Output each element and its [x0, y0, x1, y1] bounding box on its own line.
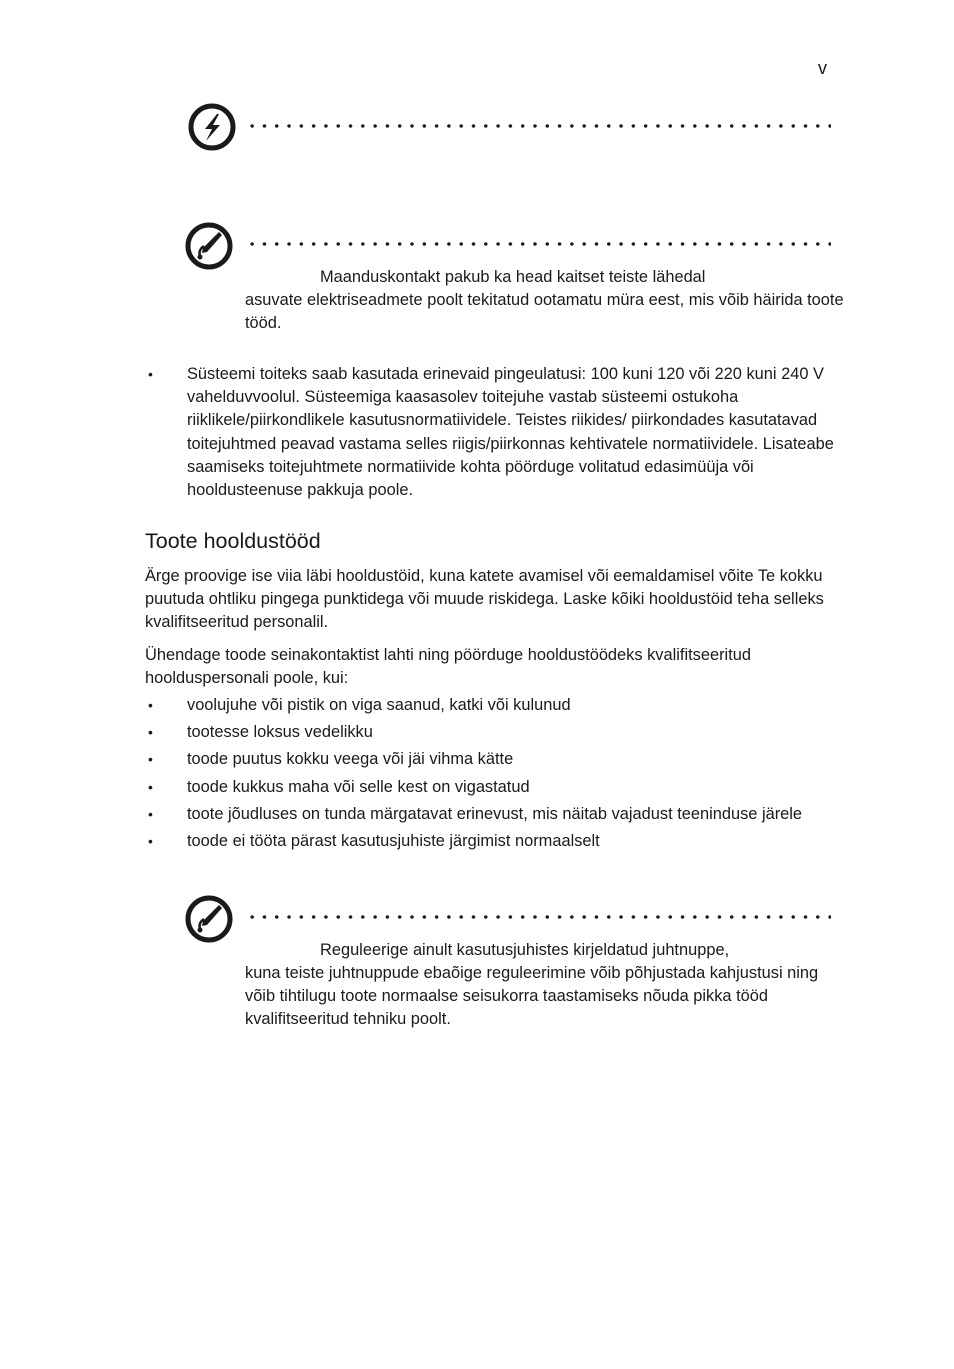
list-item [145, 803, 835, 826]
list-item [145, 830, 835, 853]
callout-separator [246, 242, 831, 246]
callout-separator [246, 915, 831, 919]
controls-note [245, 939, 835, 1031]
list-item-text: toode ei tööta pärast kasutusjuhiste järgimist normaalselt [187, 832, 600, 851]
section-title: Toote hooldustööd [145, 529, 321, 553]
bullet-icon: • [148, 366, 153, 382]
list-item-text: voolujuhe või pistik on viga saanud, katki või kulunud [187, 696, 571, 714]
page-number: v [818, 58, 827, 78]
bullet-icon: • [148, 778, 153, 795]
bullet-icon: • [148, 805, 153, 822]
paragraph: Ühendage toode seinakontaktist lahti ning pöörduge hooldustöödeks kvalifitseeritud hoolduspersonali poole, kui: [145, 646, 751, 688]
bullet-icon: • [148, 724, 153, 741]
list-item-text: tootesse loksus vedelikku [187, 723, 373, 742]
voltage-list [145, 363, 835, 502]
list-item [145, 721, 835, 744]
list-item-text: toode kukkus maha või selle kest on vigastatud [187, 777, 530, 796]
grounding-note [245, 266, 845, 335]
pen-note-icon [185, 222, 233, 270]
pen-note-icon [185, 895, 233, 943]
note-first-line: Reguleerige ainult kasutusjuhistes kirjeldatud juhtnuppe, [320, 941, 730, 959]
list-item [145, 748, 835, 771]
bullet-icon: • [148, 697, 153, 713]
list-item-text: toode puutus kokku veega või jäi vihma kätte [187, 750, 514, 769]
service-conditions-list [145, 694, 835, 853]
paragraph: Ärge proovige ise viia läbi hooldustöid, kuna katete avamisel või eemaldamisel võite Te kokku puutuda ohtliku pingega punktidega või muude riskidega. Laske kõiki hooldustöid teha selleks kvalifitseeritud personalil. [145, 567, 824, 632]
bullet-icon: • [148, 751, 153, 768]
list-item [145, 694, 835, 717]
bullet-icon: • [148, 833, 153, 850]
note-text: asuvate elektriseadmete poolt tekitatud ootamatu müra eest, mis võib häirida toote tööd. [245, 291, 844, 332]
lightning-warning-icon [188, 103, 236, 151]
callout-separator [246, 124, 831, 128]
note-text: kuna teiste juhtnuppude ebaõige reguleerimine võib põhjustada kahjustusi ning võib tihtilugu toote normaalse seisukorra taastamiseks nõuda pikka tööd kvalifitseeritud tehniku poolt. [245, 964, 819, 1028]
list-item-text: toote jõudluses on tunda märgatavat erinevust, mis näitab vajadust teeninduse järele [187, 804, 803, 823]
list-item [145, 776, 835, 799]
note-first-line: Maanduskontakt pakub ka head kaitset teiste lähedal [320, 268, 706, 286]
list-item [145, 363, 835, 502]
list-item-text: Süsteemi toiteks saab kasutada erinevaid pingeulatusi: 100 kuni 120 või 220 kuni 240 V vahelduvvoolul. Süsteemiga kaasasolev toitejuhe vastab süsteemi ostukoha riiklikele/piirkondlikele kasutusnormatiividele. Teistes riikides/ piirkondades kasutatavad toitejuhtmed peavad vastama selles riigis/piirkonnas kehtivatele normatiividele. Lisateabe saamiseks toitejuhtmete normatiivide kohta pöörduge volitatud edasimüüja või hooldusteenuse pakkuja poole. [187, 365, 834, 500]
